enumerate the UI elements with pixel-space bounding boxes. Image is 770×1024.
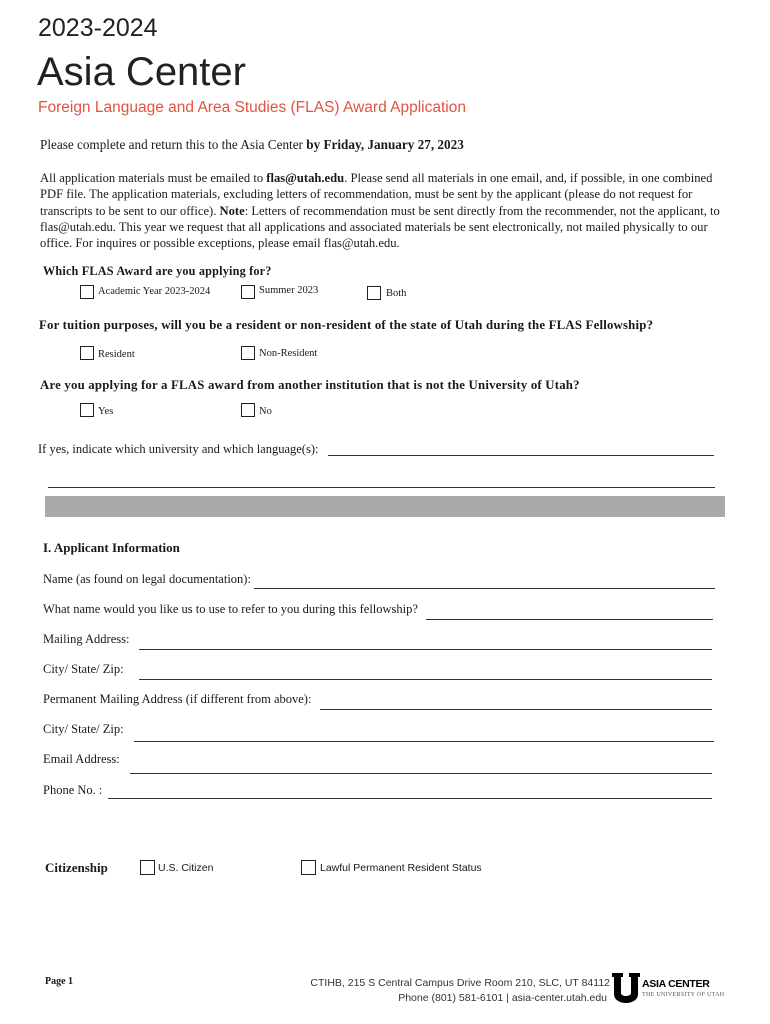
page-number: Page 1 bbox=[45, 976, 74, 987]
field-label-preferred-name: What name would you like us to use to refer to you during this fellowship? bbox=[43, 602, 418, 616]
form-year: 2023-2024 bbox=[38, 14, 158, 42]
option-non-resident: Non-Resident bbox=[259, 348, 318, 359]
instructions-email[interactable]: flas@utah.edu bbox=[266, 171, 345, 185]
option-resident: Resident bbox=[98, 349, 135, 360]
footer-contact: Phone (801) 581-6101 | asia-center.utah.edu bbox=[398, 992, 607, 1004]
field-label-permanent-city-state-zip: City/ State/ Zip: bbox=[43, 722, 124, 736]
checkbox-yes[interactable] bbox=[80, 403, 94, 417]
form-subtitle: Foreign Language and Area Studies (FLAS) Award Application bbox=[38, 99, 466, 116]
field-label-phone: Phone No. : bbox=[43, 783, 103, 797]
input-legal-name[interactable] bbox=[254, 588, 715, 589]
checkbox-no[interactable] bbox=[241, 403, 255, 417]
input-email[interactable] bbox=[130, 773, 712, 774]
logo-subtext: THE UNIVERSITY OF UTAH bbox=[642, 992, 725, 998]
footer-address: CTIHB, 215 S Central Campus Drive Room 210, SLC, UT 84112 bbox=[310, 977, 610, 989]
option-both: Both bbox=[386, 288, 407, 299]
checkbox-permanent-resident[interactable] bbox=[301, 860, 316, 875]
instructions-paragraph bbox=[40, 170, 722, 251]
checkbox-us-citizen[interactable] bbox=[140, 860, 155, 875]
question-other-institution: Are you applying for a FLAS award from another institution that is not the University of Utah? bbox=[40, 378, 580, 392]
section-divider-bar bbox=[45, 496, 725, 517]
input-mailing-address[interactable] bbox=[139, 649, 712, 650]
if-yes-second-line[interactable] bbox=[48, 487, 715, 488]
checkbox-resident[interactable] bbox=[80, 346, 94, 360]
input-permanent-address[interactable] bbox=[320, 709, 712, 710]
option-permanent-resident: Lawful Permanent Resident Status bbox=[320, 862, 482, 874]
question-residency: For tuition purposes, will you be a resident or non-resident of the state of Utah during the FLAS Fellowship? bbox=[39, 318, 654, 332]
field-label-legal-name: Name (as found on legal documentation): bbox=[43, 572, 251, 586]
option-us-citizen: U.S. Citizen bbox=[158, 862, 214, 874]
checkbox-academic-year[interactable] bbox=[80, 285, 94, 299]
instructions-text-b: . Please send all materials in one email, and, if possible, in one combined PDF file. The application materials, excluding letters of recommendation, must be sent by the applicant (please do not request for transcripts to be sent to our office). bbox=[40, 171, 713, 218]
field-label-permanent-address: Permanent Mailing Address (if different from above): bbox=[43, 692, 312, 706]
question-award-type: Which FLAS Award are you applying for? bbox=[43, 264, 272, 278]
section-heading-applicant: I. Applicant Information bbox=[43, 540, 180, 555]
instructions-note: Note bbox=[219, 203, 245, 218]
checkbox-both[interactable] bbox=[367, 286, 381, 300]
input-city-state-zip[interactable] bbox=[139, 679, 712, 680]
checkbox-non-resident[interactable] bbox=[241, 346, 255, 360]
citizenship-label: Citizenship bbox=[45, 860, 108, 875]
input-phone[interactable] bbox=[108, 798, 712, 799]
university-u-logo-icon bbox=[612, 973, 640, 1005]
option-no: No bbox=[259, 406, 272, 417]
input-permanent-city-state-zip[interactable] bbox=[134, 741, 714, 742]
field-label-city-state-zip: City/ State/ Zip: bbox=[43, 662, 124, 676]
instructions-text-c: : Letters of recommendation must be sent directly from the recommender, not the applicant, to flas@utah.edu. This year we request that all applications and associated materials be sent electronically, not mailed physically to our office. For inquires or possible exceptions, please email flas@utah.edu. bbox=[40, 203, 720, 251]
checkbox-summer[interactable] bbox=[241, 285, 255, 299]
option-academic-year: Academic Year 2023-2024 bbox=[98, 286, 211, 297]
instructions-text-a: All application materials must be emailed to bbox=[40, 171, 267, 185]
deadline-lead: Please complete and return this to the Asia Center bbox=[40, 137, 307, 152]
option-summer: Summer 2023 bbox=[259, 285, 319, 296]
deadline-date: by Friday, January 27, 2023 bbox=[306, 137, 464, 152]
page-title: Asia Center bbox=[37, 50, 246, 94]
field-label-mailing-address: Mailing Address: bbox=[43, 632, 130, 646]
option-yes: Yes bbox=[98, 406, 114, 417]
field-label-email: Email Address: bbox=[43, 752, 120, 766]
if-yes-input-line[interactable] bbox=[328, 455, 714, 456]
deadline-line bbox=[40, 137, 464, 153]
input-preferred-name[interactable] bbox=[426, 619, 713, 620]
if-yes-label: If yes, indicate which university and which language(s): bbox=[38, 442, 319, 456]
logo-text: ASIA CENTER bbox=[642, 978, 710, 990]
